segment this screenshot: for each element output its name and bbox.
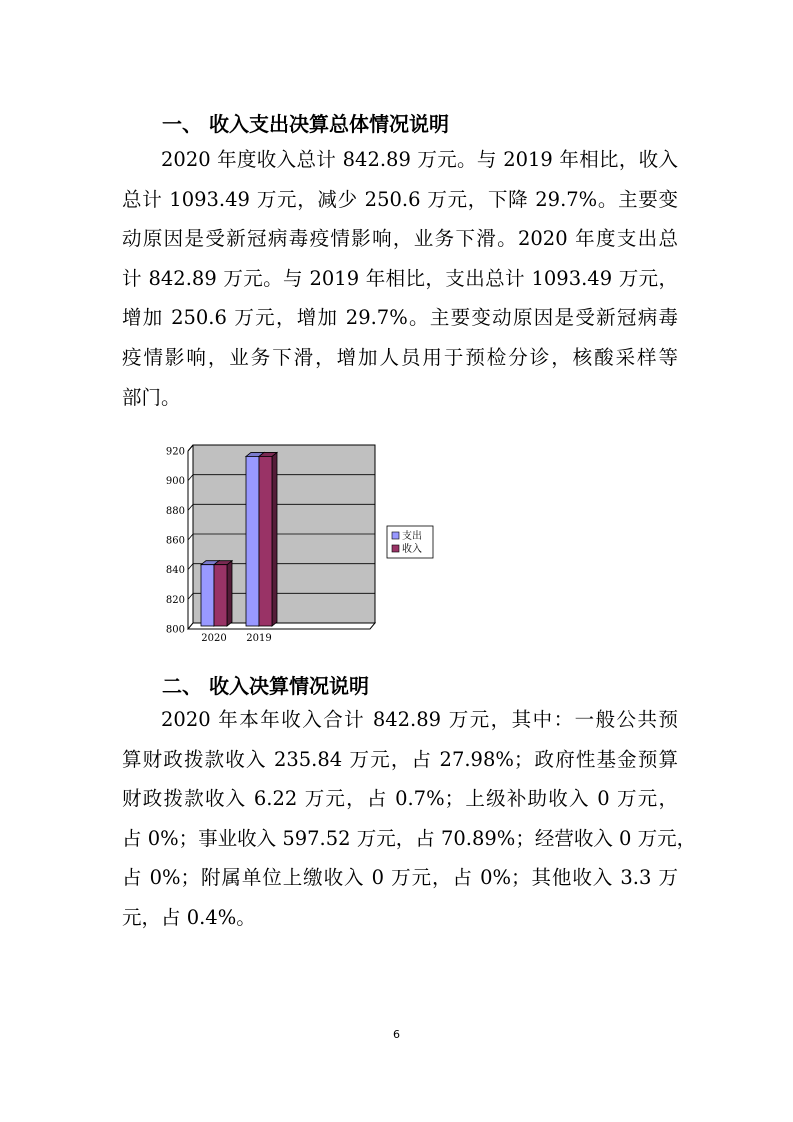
- text-line: 部门。: [122, 385, 181, 409]
- legend-swatch: [392, 545, 399, 552]
- x-tick-label: 2019: [246, 633, 272, 644]
- legend-label: 收入: [402, 544, 422, 555]
- section1-paragraph: [122, 140, 678, 417]
- gridline-edge: [188, 534, 193, 540]
- chart-legend: [387, 526, 433, 558]
- text-line: 2020 年本年收入合计 842.89 万元，其中：一般公共预: [161, 708, 678, 731]
- text-line: 疫情影响，业务下滑，增加人员用于预检分诊，核酸采样等: [122, 345, 678, 369]
- bar-front: [246, 456, 259, 626]
- legend-swatch: [392, 532, 399, 539]
- gridline-edge: [188, 504, 193, 510]
- text-line: 2020 年度收入总计 842.89 万元。与 2019 年相比，收入: [161, 148, 678, 171]
- text-line: 占 0%；附属单位上缴收入 0 万元，占 0%；其他收入 3.3 万: [122, 866, 678, 890]
- text-line: 财政拨款收入 6.22 万元，占 0.7%；上级补助收入 0 万元，: [122, 787, 678, 811]
- gridline-edge: [188, 475, 193, 481]
- y-tick-label: 820: [165, 594, 185, 606]
- x-tick-label: 2020: [201, 633, 227, 644]
- bar-2019-收入: [259, 452, 277, 626]
- page-number: 6: [393, 1028, 400, 1041]
- gridline-edge: [188, 593, 193, 599]
- y-tick-label: 840: [165, 565, 185, 577]
- section2-paragraph: [122, 700, 697, 938]
- bar-front: [201, 565, 214, 626]
- text-line: 增加 250.6 万元，增加 29.7%。主要变动原因是受新冠病毒: [122, 306, 678, 330]
- bar-chart: [165, 436, 445, 646]
- text-line: 元，占 0.4%。: [122, 905, 256, 929]
- bar-front: [214, 565, 227, 626]
- text-line: 动原因是受新冠病毒疫情影响，业务下滑。2020 年度支出总: [122, 227, 678, 251]
- y-tick-label: 920: [165, 446, 185, 458]
- text-line: 计 842.89 万元。与 2019 年相比，支出总计 1093.49 万元，: [122, 266, 678, 290]
- gridline-edge: [188, 564, 193, 570]
- y-tick-label: 800: [165, 624, 185, 636]
- bar-side: [272, 452, 277, 626]
- text-line: 算财政拨款收入 235.84 万元，占 27.98%；政府性基金预算: [122, 747, 678, 771]
- y-axis-edge: [188, 445, 193, 451]
- text-line: 总计 1093.49 万元，减少 250.6 万元，下降 29.7%。主要变: [122, 187, 678, 211]
- y-tick-label: 880: [165, 505, 185, 517]
- y-tick-label: 900: [165, 476, 185, 488]
- legend-label: 支出: [402, 531, 422, 542]
- text-line: 占 0%；事业收入 597.52 万元，占 70.89%；经营收入 0 万元，: [122, 826, 697, 850]
- bar-front: [259, 456, 272, 626]
- section1-heading: 一、 收入支出决算总体情况说明: [162, 112, 449, 136]
- bar-side: [227, 561, 232, 626]
- section2-heading: 二、 收入决算情况说明: [162, 674, 369, 698]
- y-tick-label: 860: [165, 535, 185, 547]
- bar-2020-收入: [214, 561, 232, 626]
